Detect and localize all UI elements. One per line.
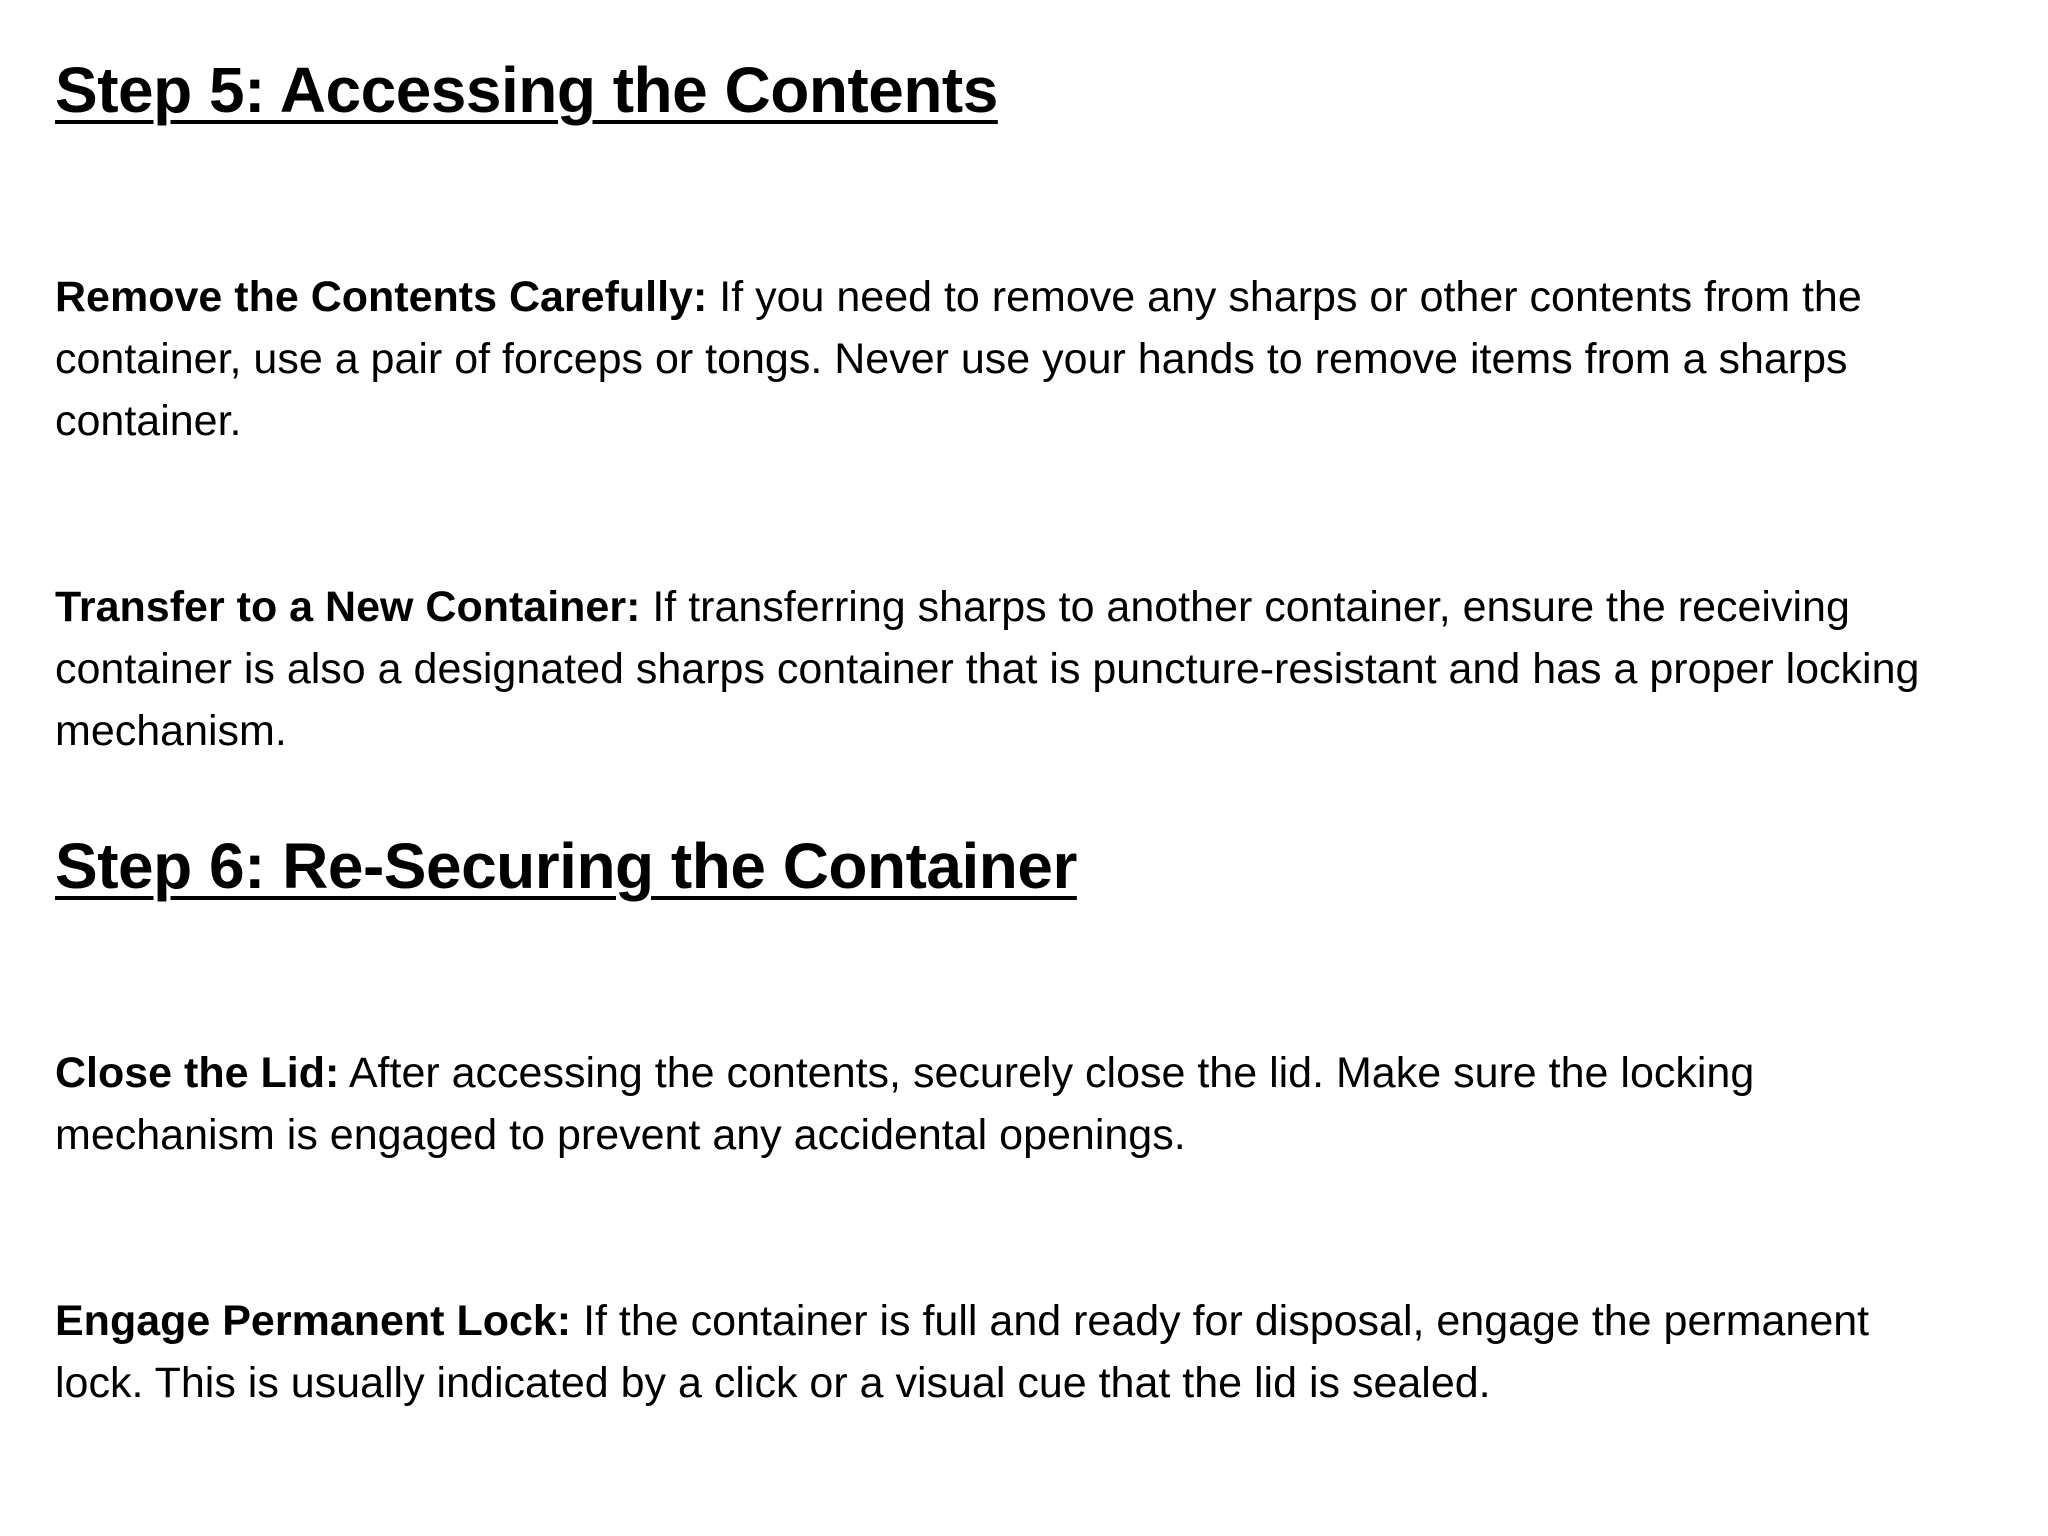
item-text: If transferring sharps to another container, ensure the receiving container is also a designated sharps container that is puncture-resistant and has a proper locking mechanism. — [55, 583, 1920, 755]
step-5-heading: Step 5: Accessing the Contents — [55, 54, 998, 126]
step-5-item-transfer — [55, 576, 2030, 762]
item-lead: Engage Permanent Lock: — [55, 1297, 572, 1345]
step-6-item-permanent-lock — [55, 1290, 1955, 1414]
item-lead: Transfer to a New Container: — [55, 583, 641, 631]
item-lead: Remove the Contents Carefully: — [55, 273, 708, 321]
step-5-item-remove-contents — [55, 266, 1975, 452]
step-6-item-close-lid — [55, 1042, 1955, 1166]
item-text: After accessing the contents, securely close the lid. Make sure the locking mechanism is engaged to prevent any accidental openings. — [55, 1049, 1755, 1159]
item-text: If the container is full and ready for disposal, engage the permanent lock. This is usually indicated by a click or a visual cue that the lid is sealed. — [55, 1297, 1870, 1407]
item-lead: Close the Lid: — [55, 1049, 340, 1097]
step-6-heading: Step 6: Re-Securing the Container — [55, 830, 1077, 902]
item-text: If you need to remove any sharps or other contents from the container, use a pair of forceps or tongs. Never use your hands to remove items from a sharps container. — [55, 273, 1862, 445]
